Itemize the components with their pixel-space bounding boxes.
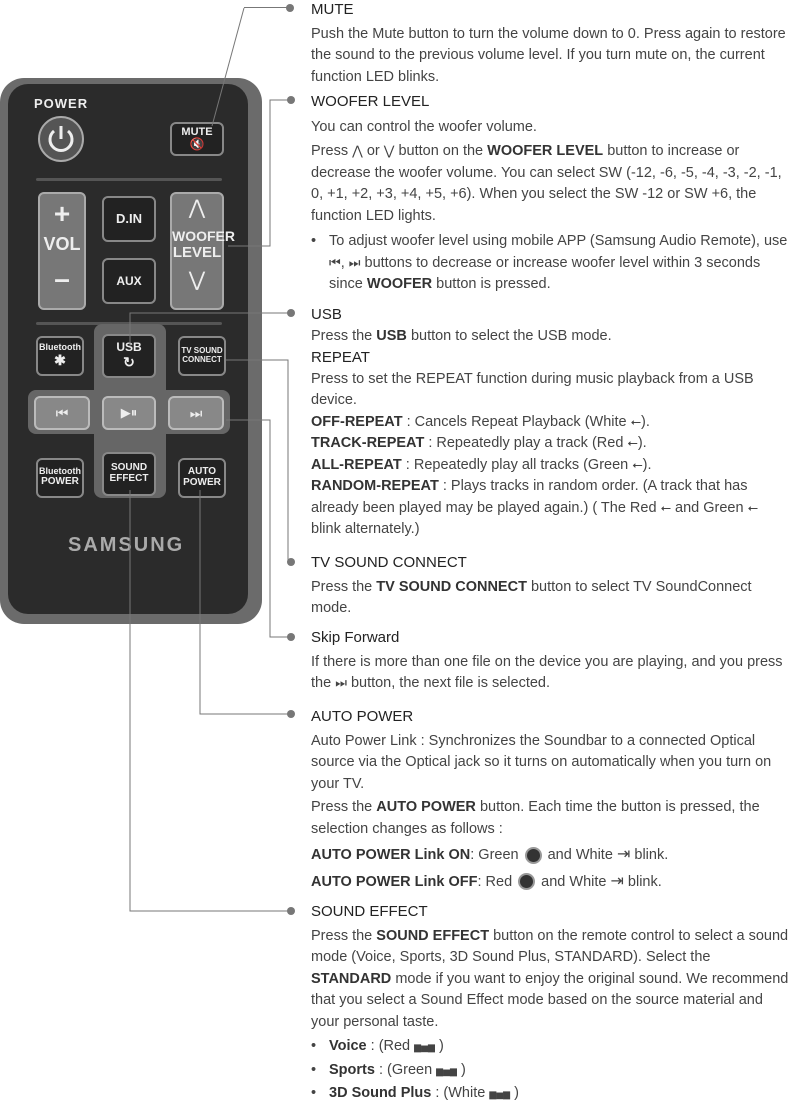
text: blink alternately.) [311, 521, 420, 537]
mute-body: Push the Mute button to turn the volume down to 0. Press again to restore the sound to the previous volume level. If you turn mute on, the current function LED blinks. [311, 25, 786, 85]
bold-text: STANDARD [311, 970, 392, 987]
aux-button[interactable]: AUX [102, 258, 156, 304]
section-woofer [311, 91, 791, 296]
mute-title: MUTE [311, 1, 354, 18]
auto-label: AUTO [187, 466, 217, 477]
power-sub-label: POWER [183, 477, 221, 488]
prev-button[interactable]: ⏮ [34, 396, 90, 430]
bt-power-label2: POWER [41, 476, 79, 487]
text: mode if you want to enjoy the original sound. We recommend that you select a Sound Effect mode based on the source material and your personal taste. [311, 970, 789, 1030]
usb-body [311, 326, 791, 348]
text: button to select TV SoundConnect mode. [311, 578, 752, 616]
usb-title: USB [311, 306, 342, 323]
eq-icon: ▆▅▆ [436, 1066, 457, 1077]
woofer-paragraph [311, 141, 791, 227]
woofer-up-icon[interactable]: ⋀ [188, 197, 206, 219]
text: Press the [311, 327, 373, 344]
text: blink. [634, 847, 669, 863]
section-auto-power [311, 706, 791, 893]
bold-text: AUTO POWER Link ON [311, 847, 471, 863]
text: button is pressed. [436, 276, 551, 292]
effect-label: EFFECT [109, 473, 149, 484]
bold-text: Voice [329, 1038, 367, 1054]
level-label: LEVEL [172, 244, 222, 261]
auto-body1: Auto Power Link : Synchronizes the Soundbar to a connected Optical source via the Optical jack so it turns on automatically when you turn on your TV. [311, 732, 772, 792]
brand-logo: SAMSUNG [68, 534, 185, 556]
din-button[interactable]: D.IN [102, 196, 156, 242]
text: : Plays tracks in random order. (A track that has already been played may be played again.) ( The Red [311, 478, 748, 516]
sound-title: SOUND EFFECT [311, 903, 428, 920]
woofer-label: WOOFER [172, 228, 235, 244]
bluetooth-icon: ✱ [54, 352, 66, 368]
next-button[interactable]: ⏭ [168, 396, 224, 430]
bt-power-label1: Bluetooth [39, 466, 81, 476]
text: : (Green [378, 1061, 433, 1078]
usb-label: USB [116, 340, 142, 354]
section-sound-effect [311, 901, 791, 1107]
text: ) [460, 1061, 466, 1078]
down-icon: ⋁ [383, 144, 395, 159]
usb-icon: ⭠ [747, 500, 758, 516]
input-icon: ⇥ [616, 844, 631, 863]
usb-icon: ⭠ [660, 500, 671, 516]
bold-text: AUTO POWER Link OFF [311, 873, 478, 890]
next-icon: ⏭ [348, 255, 361, 271]
text: ) [514, 1085, 519, 1101]
auto-body2 [311, 797, 791, 840]
repeat-off: OFF-REPEAT : Cancels Repeat Playback (White ⭠). [311, 413, 650, 430]
text: button on the [398, 143, 484, 159]
bold-text: RANDOM-REPEAT [311, 478, 439, 494]
text: Press the [311, 578, 373, 595]
eq-icon: ▆▅▆ [489, 1090, 511, 1100]
text: buttons to decrease or increase woofer level within 3 seconds since [329, 254, 761, 292]
bold-text: TV SOUND CONNECT [376, 578, 527, 595]
text: and Green [675, 499, 744, 516]
text: and White [547, 847, 613, 863]
bold-text: SOUND EFFECT [376, 927, 490, 944]
text: : Cancels Repeat Playback (White [406, 413, 627, 430]
text: or [366, 143, 380, 159]
woofer-line1: You can control the woofer volume. [311, 118, 537, 135]
up-icon: ⋀ [352, 144, 363, 159]
bluetooth-label: Bluetooth [39, 342, 81, 352]
repeat-track: TRACK-REPEAT : Repeatedly play a track (Red ⭠). [311, 435, 647, 451]
text: : Repeatedly play a track (Red [428, 435, 624, 451]
connect-label: CONNECT [182, 355, 222, 364]
bold-text: USB [376, 327, 407, 344]
text: button to select the USB mode. [410, 327, 612, 344]
tv-body [311, 577, 791, 620]
section-usb-repeat [311, 304, 791, 541]
repeat-all: ALL-REPEAT : Repeatedly play all tracks (Green ⭠). [311, 456, 652, 473]
repeat-body: Press to set the REPEAT function during music playback from a USB device. [311, 370, 754, 408]
repeat-random [311, 476, 791, 541]
text: ) [438, 1038, 444, 1054]
sound-label: SOUND [110, 462, 148, 473]
led-icon [518, 873, 535, 890]
text: button to increase or decrease the woofer volume. You can select SW (-12, -6, -5, -4, -3, -2, -1, 0, +1, +2, +3, +4, +5, +6). When you select the SW -12 or SW +6, the function LED lights. [311, 143, 782, 224]
auto-off [311, 870, 791, 894]
power-label: POWER [34, 96, 89, 111]
bold-text: AUTO POWER [376, 799, 476, 815]
bold-text: Sports [329, 1061, 375, 1078]
bold-text: ALL-REPEAT [311, 456, 402, 473]
vol-minus[interactable]: – [54, 263, 70, 294]
prev-icon: ⏮ [329, 255, 341, 271]
text: and White [541, 873, 607, 890]
bold-text: WOOFER [366, 276, 433, 292]
text: : (Red [370, 1038, 411, 1054]
text: To adjust woofer level using mobile APP (Samsung Audio Remote), use [329, 233, 788, 249]
skip-title: Skip Forward [311, 629, 400, 646]
text: button on the remote control to select a sound mode (Voice, Sports, 3D Sound Plus, STANDARD). Select the [311, 927, 789, 965]
bold-text: TRACK-REPEAT [311, 435, 425, 451]
usb-icon: ⭠ [630, 414, 642, 430]
vol-plus[interactable]: + [53, 198, 71, 229]
section-tv [311, 552, 791, 620]
auto-title: AUTO POWER [311, 708, 414, 725]
3d-sound-plus-item [311, 1083, 791, 1107]
text: Press the [311, 799, 373, 815]
text: If there is more than one file on the device you are playing, and you press the [311, 653, 783, 691]
text: : (White [435, 1085, 486, 1101]
tv-sound-label: TV SOUND [181, 346, 223, 355]
led-icon [525, 847, 542, 864]
mute-icon: 🔇 [189, 137, 205, 151]
eq-icon: ▆▅▆ [414, 1043, 435, 1053]
section-mute [311, 0, 791, 88]
tv-title: TV SOUND CONNECT [311, 554, 467, 571]
skip-body [311, 652, 791, 695]
bold-text: 3D Sound Plus [329, 1085, 432, 1101]
repeat-icon: ↻ [123, 354, 135, 370]
auto-on [311, 843, 791, 867]
woofer-down-icon[interactable]: ⋁ [188, 269, 206, 291]
play-pause-button[interactable]: ▶⏸ [102, 396, 156, 430]
text: Press the [311, 927, 373, 944]
sports-item [311, 1060, 791, 1084]
input-icon: ⇥ [610, 870, 624, 890]
bold-text: OFF-REPEAT [311, 413, 403, 430]
mute-label: MUTE [181, 126, 213, 138]
text: blink. [627, 873, 662, 890]
voice-item [311, 1036, 791, 1060]
woofer-title: WOOFER LEVEL [311, 93, 430, 110]
text: button. Each time the button is pressed, the selection changes as follows : [311, 799, 760, 837]
text: button, the next file is selected. [350, 675, 551, 691]
woofer-bullet: • To adjust woofer level using mobile APP (Samsung Audio Remote), use ⏮, ⏭ buttons to decrease or increase woofer level within 3 seconds since WOOFER button is pressed. [311, 231, 791, 296]
repeat-title: REPEAT [311, 349, 370, 366]
text: : Repeatedly play all tracks (Green [405, 456, 629, 473]
sound-body [311, 926, 791, 1034]
usb-icon: ⭠ [632, 457, 643, 473]
text: : Red [477, 873, 513, 890]
usb-icon: ⭠ [627, 436, 638, 451]
vol-label: VOL [43, 234, 81, 254]
text: Press [311, 143, 349, 159]
next-icon: ⏭ [335, 676, 347, 691]
section-skip [311, 627, 791, 695]
text: : Green [470, 847, 519, 863]
bold-text: WOOFER LEVEL [487, 143, 604, 159]
